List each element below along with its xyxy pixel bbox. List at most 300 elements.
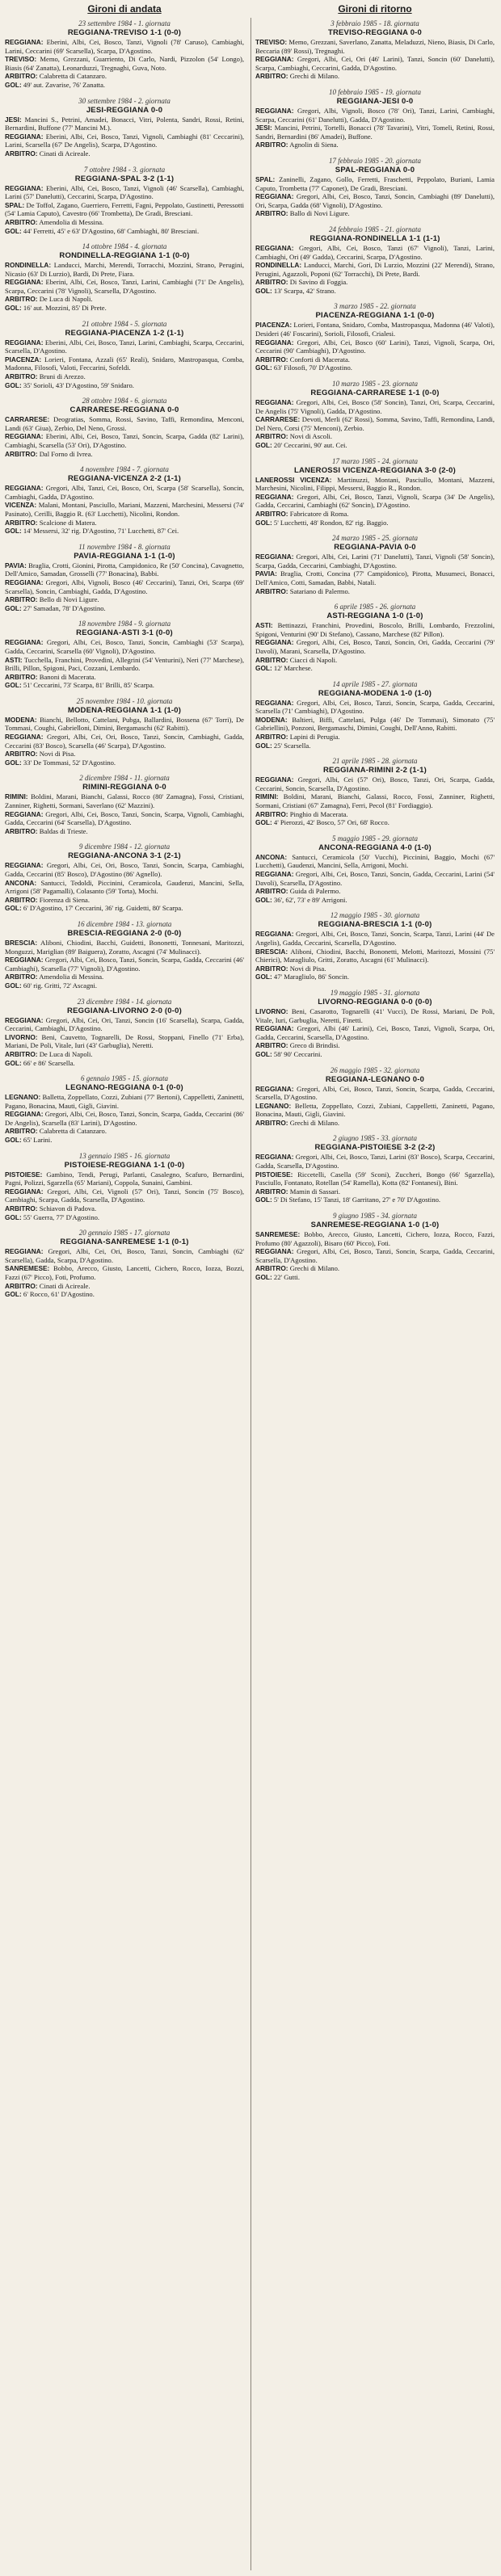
match-line (5, 939, 244, 956)
line-text: Schiavon di Padova. (39, 1204, 97, 1213)
match-line (255, 363, 495, 372)
line-label: ARBITRO: (5, 295, 38, 304)
match-line (5, 827, 244, 836)
line-text: Eberini, Albi, Cei, Bosco, Tanzi, Vignoli, Cambiaghi (81' Ceccarini), Larini, Scarsella (67' De Angelis), Scarpa, D'Agostino. (5, 132, 244, 149)
line-label: REGGIANA: (255, 930, 294, 939)
line-text: 63' Filosofi, 70' D'Agostino. (273, 363, 352, 372)
line-label: CARRARESE: (255, 415, 301, 424)
line-label: ARBITRO: (5, 518, 38, 527)
match-line (5, 1282, 244, 1291)
line-text: Devoti, Merli (62' Rossi), Somma, Savino, Taffi, Remondina, Landi, Del Nero, Corsi (75' Menconi), Zerbio. (255, 415, 495, 432)
match-block (5, 465, 244, 536)
match-line (5, 72, 244, 81)
line-label: ARBITRO: (5, 750, 38, 759)
match-headline: REGGIANA-PIACENZA 1-2 (1-1) (65, 328, 184, 338)
match-line (255, 493, 495, 510)
line-text: Gregori, Albi, Cei, Bosco (58' Soncin), Tanzi, Ori, Scarpa, Ceccarini, De Angelis (75' Vignoli), Gadda, D'Agostino. (255, 398, 495, 415)
line-label: REGGIANA: (255, 1247, 294, 1256)
line-text: 47' Maragliulo, 86' Soncin. (273, 973, 349, 981)
line-label: MODENA: (255, 715, 288, 724)
line-text: Aliboni, Chiodini, Bacchi, Guidetti, Bononetti, Tonnesani, Maritozzi, Monguzzi, Mariglian (89' Baiguera), Zoratto, Ascagni (74' Mulinacci). (5, 938, 244, 956)
line-text: Gregori, Albi, Cei, Ori, Tanzi, Soncin (16' Scarsella), Scarpa, Gadda, Ceccarini, Cambiaghi, D'Agostino. (5, 1015, 244, 1033)
match-date: 10 febbraio 1985 - 19. giornata (329, 87, 421, 96)
line-label: ARBITRO: (255, 1264, 288, 1273)
match-line (5, 973, 244, 981)
line-text: Braglia, Crotti, Concina (77' Campidonico), Pirotta, Musumeci, Bonacci, Dell'Amico, Cotti, Samadan, Babbi, Natali. (255, 569, 495, 586)
match-date: 7 ottobre 1984 - 3. giornata (83, 165, 166, 174)
match-line (5, 1033, 244, 1050)
line-label: PAVIA: (255, 569, 277, 578)
line-label: REGGIANA: (5, 38, 44, 46)
match-line (5, 338, 244, 355)
line-text: Gregori, Albi, Cei, Bosco, Tanzi, Soncin, Cambiaghi (53' Scarpa), Gadda, Ceccarini, Scarsella (60' Vignoli), D'Agostino. (5, 638, 244, 655)
line-text: Gambino, Tendi, Perugi, Parlanti, Casalegno, Scafuro, Bernardini, Pagni, Polizzi, Sgarzella (65' Mariani), Coppola, Sunaini, Gambini. (5, 1170, 244, 1187)
match-block (255, 834, 495, 905)
line-text: Lorieri, Fontana, Snidaro, Comba, Mastropasqua, Madonna (46' Valoti), Desideri (46' Foscarini), Sorioli, Filosofi, Crialesi. (255, 321, 495, 338)
match-line (255, 870, 495, 887)
column-title: Gironi di andata (87, 3, 162, 15)
match-line (255, 441, 495, 450)
line-text: 55' Guerra, 77' D'Agostino. (23, 1212, 100, 1221)
match-line (255, 192, 495, 209)
line-label: REGGIANA: (5, 432, 44, 441)
match-line (255, 287, 495, 296)
match-line (255, 209, 495, 218)
match-date: 5 maggio 1985 - 29. giornata (331, 834, 418, 843)
line-text: Gregori, Albi, Cei, Bosco, Tanzi, Soncin, Scarpa, Vignoli, Cambiaghi, Gadda, Ceccarini (64' Scarsella), D'Agostino. (5, 809, 244, 827)
line-label: GOL: (255, 1196, 272, 1204)
match-line (255, 887, 495, 896)
line-label: REGGIANA: (5, 956, 44, 964)
line-label: PIACENZA: (255, 321, 293, 330)
match-line (255, 587, 495, 596)
match-line (5, 81, 244, 90)
match-line (255, 1153, 495, 1170)
line-text: Beni, Casarotto, Tognarelli (41' Vucci), De Rossi, Mariani, De Poli, Vitale, Iuri, Garbuglia, Neretti, Finetti. (255, 1006, 495, 1024)
line-text: Gregori, Albi, Vignoli, Bosco (46' Ceccarini), Tanzi, Ori, Scarpa (69' Scarsella), Soncin, Cambiaghi, Gadda, D'Agostino. (5, 578, 244, 595)
line-text: Dal Forno di Ivrea. (39, 449, 93, 458)
match-list (255, 19, 495, 1282)
match-block (255, 989, 495, 1059)
match-date: 13 gennaio 1985 - 16. giornata (78, 1151, 171, 1160)
line-label: REGGIANA: (255, 1084, 294, 1093)
line-label: ARBITRO: (255, 733, 288, 742)
line-label: ARBITRO: (255, 1118, 288, 1127)
match-block (5, 242, 244, 313)
line-label: ANCONA: (5, 878, 37, 887)
match-line (5, 681, 244, 690)
line-text: Banoni di Macerata. (39, 672, 96, 681)
match-line (5, 561, 244, 578)
line-text: Memo, Grezzani, Guarriento, Di Carlo, Nardi, Pizzolon (54' Longo), Biasis (64' Zanatta), Leonarduzzi, Tregnaghi, Guva, Noto. (5, 55, 244, 72)
line-label: REGGIANA: (5, 578, 44, 586)
match-block (255, 302, 495, 372)
match-line (255, 432, 495, 441)
match-line (255, 398, 495, 415)
line-label: LIVORNO: (255, 1006, 288, 1015)
match-line (255, 1230, 495, 1247)
match-line (5, 578, 244, 595)
match-headline: REGGIANA-LIVORNO 2-0 (0-0) (67, 1006, 182, 1015)
match-line (5, 792, 244, 809)
column-title: Gironi di ritorno (338, 3, 412, 15)
match-line (5, 1016, 244, 1033)
match-block (255, 19, 495, 81)
match-headline: LIVORNO-REGGIANA 0-0 (0-0) (318, 997, 432, 1006)
line-text: Eberini, Albi, Cei, Bosco, Tanzi, Vignoli (46' Scarsella), Cambiaghi, Larini (57' Danelutti), Ceccarini, Scarpa, D'Agostino. (5, 183, 244, 201)
line-text: Ballo di Novi Ligure. (289, 209, 350, 218)
match-line (255, 1273, 495, 1282)
match-line (255, 638, 495, 655)
match-line (255, 792, 495, 809)
line-label: GOL: (255, 286, 272, 295)
match-line (5, 604, 244, 613)
match-line (5, 304, 244, 313)
match-line (255, 476, 495, 493)
match-line (5, 1059, 244, 1068)
line-label: GOL: (5, 380, 22, 389)
match-line (255, 930, 495, 947)
line-label: ARBITRO: (255, 72, 288, 81)
line-text: Memo, Grezzani, Saverlano, Zanatta, Meladuzzi, Nieno, Biasis, Di Carlo, Beccaria (89' Rossi), Tregnaghi. (255, 38, 495, 55)
line-text: Eberini, Albi, Cei, Bosco, Tanzi, Larini, Cambiaghi (71' De Angelis), Scarpa, Ceccarini (78' Vignoli), Scarsella, D'Agostino. (5, 278, 244, 295)
line-text: Gregori, Albi, Tanzi, Cei, Bosco, Ori, Scarpa (58' Scarsella), Soncin, Cambiaghi, Gadda, D'Agostino. (5, 484, 244, 501)
match-line (5, 810, 244, 827)
line-label: TREVISO: (5, 55, 37, 64)
line-label: GOL: (255, 518, 272, 527)
line-text: 65' Larini. (23, 1136, 53, 1145)
match-date: 23 dicembre 1984 - 14. giornata (77, 997, 172, 1006)
line-label: ARBITRO: (255, 355, 288, 363)
line-text: Guida di Palermo. (289, 887, 341, 896)
line-label: REGGIANA: (5, 278, 44, 287)
match-block (5, 97, 244, 158)
match-line (255, 818, 495, 827)
line-text: Gregori, Albi, Cei, Bosco, Tanzi, Vignoli, Scarpa (34' De Angelis), Gadda, Ceccarini, Cambiaghi (62' Soncin), D'Agostino. (255, 492, 495, 510)
line-text: 6' D'Agostino, 17' Ceccarini, 36' rig. Guidetti, 80' Scarpa. (23, 904, 183, 913)
match-line (5, 415, 244, 432)
match-headline: MODENA-REGGIANA 1-1 (1-0) (67, 705, 182, 715)
line-label: REGGIANA: (255, 638, 294, 647)
match-block (5, 1229, 244, 1299)
line-label: CARRARESE: (5, 415, 50, 424)
line-label: RIMINI: (255, 792, 279, 801)
line-text: Gregori, Albi, Cei, Ori (46' Larini), Tanzi, Soncin (60' Danelutti), Scarpa, Cambiaghi, Ceccarini, Gadda, D'Agostino. (255, 55, 495, 72)
match-date: 3 febbraio 1985 - 18. giornata (330, 19, 419, 27)
line-text: 5' Lucchetti, 48' Rondon, 82' rig. Baggio. (273, 518, 389, 527)
line-text: Amendolia di Messina. (39, 973, 104, 981)
line-label: BRESCIA: (5, 938, 38, 947)
match-line (5, 716, 244, 733)
match-block (255, 88, 495, 149)
match-line (255, 175, 495, 192)
line-label: ARBITRO: (5, 1204, 38, 1213)
line-text: Mancini, Petrini, Tortelli, Bonacci (78' Tavarini), Vitri, Tomeli, Retini, Rossi, Sandri, Bernardini (86' Amadei), Buffone. (255, 124, 495, 141)
match-line (255, 569, 495, 586)
match-block (5, 320, 244, 390)
line-label: GOL: (255, 363, 272, 372)
match-headline: SPAL-REGGIANA 0-0 (335, 165, 415, 174)
line-label: REGGIANA: (5, 809, 44, 818)
match-line (5, 595, 244, 604)
line-text: Calabretta di Catanzaro. (39, 1127, 107, 1136)
match-line (5, 904, 244, 913)
match-line (255, 355, 495, 364)
match-line (255, 338, 495, 355)
line-text: De Luca di Napoli. (39, 295, 93, 304)
line-label: ARBITRO: (5, 372, 38, 381)
match-date: 9 giugno 1985 - 34. giornata (332, 1212, 417, 1221)
line-label: REGGIANA: (5, 1187, 44, 1196)
match-date: 11 novembre 1984 - 8. giornata (78, 542, 171, 551)
match-line (5, 261, 244, 278)
line-label: LANEROSSI VICENZA: (255, 475, 332, 484)
line-text: Riccetelli, Casella (59' Sconi), Zuccheri, Bongo (66' Sgarzella), Pasciullo, Fontanato, Rotellan (54' Ramella), Kotta (82' Fontanesi), Bini. (255, 1170, 495, 1187)
line-label: REGGIANA: (5, 183, 44, 192)
line-label: GOL: (5, 981, 22, 990)
match-block (5, 19, 244, 90)
match-headline: REGGIANA-ASTI 3-1 (0-0) (76, 628, 173, 638)
match-date: 17 marzo 1985 - 24. giornata (331, 456, 418, 465)
match-headline: REGGIANA-SPAL 3-2 (1-1) (74, 174, 175, 183)
match-date: 4 novembre 1984 - 7. giornata (80, 465, 169, 474)
line-text: Amendolia di Messina. (39, 217, 104, 226)
line-label: GOL: (255, 441, 272, 449)
match-headline: REGGIANA-BRESCIA 1-1 (0-0) (318, 920, 432, 930)
match-headline: LEGNANO-REGGIANA 0-1 (0-0) (65, 1083, 183, 1093)
match-line (255, 656, 495, 665)
line-text: Novi di Pisa. (289, 964, 326, 973)
line-text: Bobbo, Arecco, Giusto, Lancetti, Cichero, Rocco, Iozza, Bozzi, Fazzi (67' Picco), Foti, Profumo. (5, 1264, 244, 1281)
match-line (5, 1213, 244, 1222)
match-date: 6 gennaio 1985 - 15. giornata (81, 1074, 168, 1083)
line-text: Tucchella, Franchini, Provedini, Allegrini (54' Venturini), Neri (77' Marchese), Brilli, Pillon, Spigoni, Paci, Cozzani, Lembardo. (5, 655, 244, 673)
match-block (5, 1074, 244, 1145)
match-block (5, 697, 244, 767)
match-line (5, 132, 244, 149)
line-text: Fabricatore di Roma. (289, 509, 349, 518)
line-text: Baldas di Trieste. (39, 826, 88, 835)
line-label: GOL: (255, 818, 272, 827)
match-line (5, 278, 244, 295)
line-label: REGGIANA: (255, 698, 294, 707)
line-label: REGGIANA: (5, 638, 44, 647)
match-headline: REGGIANA-RIMINI 2-2 (1-1) (323, 766, 427, 775)
line-label: REGGIANA: (5, 1015, 44, 1024)
line-label: ARBITRO: (255, 1041, 288, 1050)
line-text: Gregori, Albi (46' Larini), Cei, Bosco, Tanzi, Vignoli, Scarpa, Ori, Gadda, Ceccarini, Scarsella, D'Agostino. (255, 1024, 495, 1041)
match-line (5, 1290, 244, 1299)
line-label: REGGIANA: (255, 492, 294, 501)
line-label: REGGIANA: (255, 1024, 294, 1033)
line-label: GOL: (255, 895, 272, 904)
line-label: PISTOIESE: (5, 1170, 43, 1179)
line-text: 14' Messersi, 32' rig. D'Agostino, 71' Lucchetti, 87' Cei. (23, 527, 179, 536)
match-date: 9 dicembre 1984 - 12. giornata (78, 843, 171, 851)
match-line (5, 218, 244, 227)
match-headline: JESI-REGGIANA 0-0 (86, 105, 163, 115)
match-line (255, 1264, 495, 1273)
line-text: De Toffol, Zagano, Guerriero, Ferretti, Fagni, Peppolato, Gustinetti, Peressotti (54' Lamia Caputo), Cavestro (66' Trombetta), De Gradi, Bresciani. (5, 200, 244, 218)
line-label: ARBITRO: (255, 655, 288, 664)
line-label: PIACENZA: (5, 355, 42, 363)
line-label: ARBITRO: (255, 278, 288, 287)
line-label: ARBITRO: (255, 964, 288, 973)
line-label: GOL: (5, 758, 22, 767)
line-label: ARBITRO: (5, 1049, 38, 1058)
line-text: Mamin di Sassari. (289, 1187, 341, 1196)
match-headline: RIMINI-REGGIANA 0-0 (82, 783, 166, 792)
match-headline: RONDINELLA-REGGIANA 1-1 (0-0) (59, 251, 190, 261)
line-text: Bobbo, Arecco, Giusto, Lancetti, Cichero, Iozza, Rocco, Fazzi, Profumo (80' Agazzoli), Bisaro (60' Picco), Foti. (255, 1230, 495, 1247)
match-line (255, 1119, 495, 1128)
match-line (5, 1110, 244, 1127)
line-text: Novi di Ascoli. (289, 432, 332, 441)
line-text: Gregori, Albi, Cei, Bosco, Tanzi, Soncin, Scarpa, Gadda, Ceccarini, Scarsella, D'Agostino. (255, 1247, 495, 1264)
line-text: Zaninelli, Zagano, Gollo, Ferretti, Fraschetti, Peppolato, Buriani, Lamia Caputo, Trombetta (77' Caponet), De Gradi, Bresciani. (255, 174, 495, 192)
match-line (5, 372, 244, 381)
line-text: Novi di Pisa. (39, 750, 76, 759)
match-line (5, 355, 244, 372)
match-line (255, 896, 495, 905)
match-line (5, 1050, 244, 1059)
match-line (255, 742, 495, 750)
line-text: Gregori, Albi, Cei, Bosco, Tanzi (67' Vignoli), Tanzi, Larini, Cambiaghi, Ori (49' Gadda), Ceccarini, Scarpa, D'Agostino. (255, 243, 495, 261)
line-text: Gregori, Albi, Cei, Ori, Bosco, Tanzi, Soncin, Cambiaghi, Gadda, Ceccarini (83' Bosco), Scarsella (46' Scarpa), D'Agostino. (5, 733, 244, 750)
line-text: Belletta, Zoppellato, Cozzi, Zubiani, Cappelletti, Zaninetti, Pagano, Bonacina, Mauti, Gigli, Giavini. (255, 1101, 495, 1119)
match-headline: REGGIANA-VICENZA 2-2 (1-1) (68, 474, 181, 484)
line-text: Grechi di Milano. (289, 1264, 340, 1273)
match-line (255, 716, 495, 733)
match-headline: REGGIANA-ANCONA 3-1 (2-1) (68, 851, 181, 861)
match-date: 21 aprile 1985 - 28. giornata (332, 757, 418, 766)
line-text: Gregori, Albi, Cei, Ori, Bosco, Tanzi, Soncin, Cambiaghi (62' Scarsella), Gadda, Scarpa, D'Agostino. (5, 1247, 244, 1264)
match-line (5, 1170, 244, 1187)
line-label: ARBITRO: (255, 887, 288, 896)
match-date: 24 febbraio 1985 - 21. giornata (329, 225, 421, 233)
line-text: Agnolin di Siena. (289, 141, 339, 149)
match-date: 19 maggio 1985 - 31. giornata (330, 988, 420, 997)
match-line (255, 38, 495, 55)
match-headline: ASTI-REGGIANA 1-0 (1-0) (326, 611, 423, 621)
line-label: ARBITRO: (5, 1281, 38, 1290)
match-line (5, 1187, 244, 1204)
line-label: GOL: (5, 1058, 22, 1067)
match-headline: REGGIANA-CARRARESE 1-1 (0-0) (310, 389, 440, 398)
match-headline: REGGIANA-RONDINELLA 1-1 (1-1) (309, 233, 440, 243)
line-text: Greco di Brindisi. (289, 1041, 340, 1050)
line-text: Bianchi, Bellotto, Cattelani, Pubga, Ballardini, Bossena (67' Torri), De Tommasi, Coughi, Gabrielloni, Dimini, Bergamaschi (62' Rabitti). (5, 715, 244, 733)
line-text: Gregori, Albi, Cei, Larini (71' Danelutti), Tanzi, Vignoli (58' Soncin), Scarpa, Gadda, Ceccarini, Cambiaghi, D'Agostino. (255, 553, 495, 569)
match-line (255, 733, 495, 742)
line-text: 49' aut. Zavarise, 76' Zanatta. (23, 80, 106, 89)
line-label: GOL: (5, 80, 22, 89)
match-line (255, 72, 495, 81)
match-headline: REGGIANA-TREVISO 1-1 (0-0) (67, 28, 182, 37)
line-label: GOL: (5, 527, 22, 536)
line-text: Deogratias, Somma, Rossi, Savino, Taffi, Remondina, Menconi, Landi (63' Giua), Zerbio, Del Neno, Grossi. (5, 415, 244, 432)
line-label: REGGIANA: (5, 1247, 44, 1256)
line-text: Mancini S., Petrini, Amadei, Bonacci, Vitri, Polenta, Sandri, Rossi, Retini, Bernardini, Buffone (77' Mancini M.). (5, 115, 244, 132)
match-headline: ANCONA-REGGIANA 4-0 (1-0) (318, 843, 432, 852)
line-label: GOL: (5, 1136, 22, 1145)
column-ritorno (255, 0, 495, 2576)
match-line (5, 381, 244, 390)
match-line (255, 775, 495, 792)
line-text: Baltieri, Biffi, Cattelani, Pulga (46' De Tommasi), Simonato (75' Gabriellini), Ponzoni, Bergamaschi, Dimini, Coughi, Dell'Anno, Rabitti. (255, 715, 495, 733)
line-text: Gregori, Albi, Cei, Bosco, Tanzi, Soncin, Scarpa, Gadda, Ceccarini, Scarsella (71' Cambiaghi), D'Agostino. (255, 698, 495, 716)
match-headline: REGGIANA-MODENA 1-0 (1-0) (318, 688, 432, 698)
line-label: REGGIANA: (255, 553, 294, 561)
match-line (255, 55, 495, 72)
match-line (255, 278, 495, 287)
match-line (255, 415, 495, 432)
line-label: SANREMESE: (5, 1264, 50, 1273)
line-label: LEGNANO: (5, 1093, 41, 1102)
line-text: Gregori, Albi, Cei, Bosco, Tanzi, Soncin, Scarpa, Tanzi, Larini (44' De Angelis), Gadda, Ceccarini, Scarsella, D'Agostino. (255, 930, 495, 947)
match-line (5, 201, 244, 218)
match-block (255, 1134, 495, 1204)
match-line (5, 527, 244, 536)
line-label: ARBITRO: (5, 149, 38, 158)
line-label: GOL: (255, 664, 272, 673)
column-divider (250, 18, 251, 2570)
line-text: Gregori, Albi, Vignoli, Bosco (78' Ori), Tanzi, Larini, Cambiaghi, Scarpa, Ceccarini (61' Danelutti), Gadda, D'Agostino. (255, 106, 495, 124)
line-text: Pinghio di Macerata. (289, 809, 348, 818)
match-date: 10 marzo 1985 - 23. giornata (331, 380, 418, 389)
match-date: 21 ottobre 1984 - 5. giornata (82, 319, 167, 328)
match-line (255, 948, 495, 964)
match-line (255, 244, 495, 261)
match-line (5, 896, 244, 905)
match-line (255, 519, 495, 527)
match-line (5, 1127, 244, 1136)
match-block (255, 380, 495, 450)
line-text: Bruni di Arezzo. (39, 372, 86, 381)
line-text: 66' e 86' Scarsella. (23, 1058, 75, 1067)
match-line (255, 964, 495, 973)
line-label: JESI: (255, 124, 272, 132)
line-text: 36', 62', 73' e 89' Arrigoni. (273, 895, 347, 904)
line-text: Gregori, Albi, Cei, Bosco, Tanzi, Soncin, Gadda, Ceccarini, Larini (54' Davoli), Scarsella, D'Agostino. (255, 870, 495, 887)
match-headline: TREVISO-REGGIANA 0-0 (327, 28, 423, 37)
match-date: 25 novembre 1984 - 10. giornata (76, 696, 173, 705)
match-date: 14 aprile 1985 - 27. giornata (332, 679, 418, 688)
match-line (255, 510, 495, 519)
line-text: 16' aut. Mozzini, 85' Di Prete. (23, 304, 107, 313)
line-label: SPAL: (5, 200, 25, 209)
line-text: Satariano di Palermo. (289, 586, 350, 595)
line-label: ARBITRO: (255, 209, 288, 218)
match-line (5, 55, 244, 72)
match-date: 30 settembre 1984 - 2. giornata (78, 96, 171, 105)
line-text: Grechi di Milano. (289, 1118, 340, 1127)
line-text: Gregori, Albi, Cei, Ori, Bosco, Tanzi, Soncin, Scarpa, Cambiaghi, Gadda, Ceccarini (85' Bosco), D'Agostino (86' Agnello). (5, 861, 244, 878)
line-text: Gregori, Albi, Cei, Vignoli (57' Ori), Tanzi, Soncin (75' Bosco), Cambiaghi, Scarpa, Gadda, Scarsella, D'Agostino. (5, 1187, 244, 1204)
line-label: GOL: (5, 603, 22, 612)
match-block (5, 1152, 244, 1222)
line-text: Eberini, Albi, Cei, Bosco, Tanzi, Vignoli (78' Caruso), Cambiaghi, Larini, Ceccarini (69' Scarsella), Scarpa, D'Agostino. (5, 38, 244, 55)
match-line (5, 1093, 244, 1110)
line-label: REGGIANA: (255, 870, 294, 878)
match-line (255, 973, 495, 981)
match-line (5, 184, 244, 201)
line-label: REGGIANA: (255, 398, 294, 407)
line-text: Conforti di Macerata. (289, 355, 350, 363)
match-line (5, 501, 244, 518)
line-label: ARBITRO: (5, 217, 38, 226)
line-label: VICENZA: (5, 501, 37, 510)
